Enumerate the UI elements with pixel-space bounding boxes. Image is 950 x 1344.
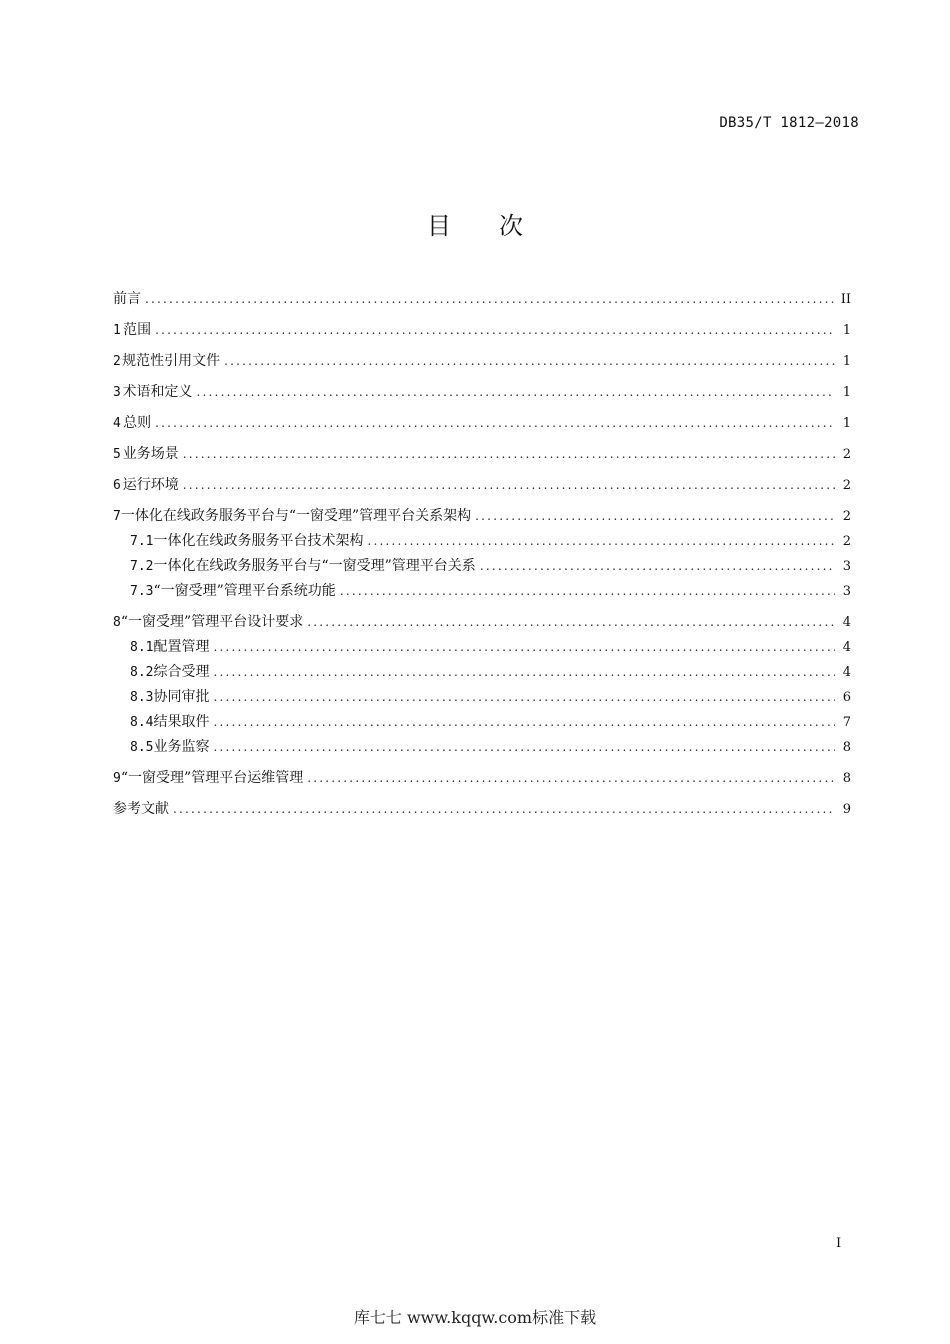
toc-entry-number: 8.2 [130, 665, 154, 680]
toc-entry-number: 7.1 [130, 534, 154, 549]
toc-entry-label: 协同审批 [153, 689, 210, 705]
toc-entry-label: 范围 [123, 322, 152, 338]
toc-entry-number: 6 [113, 478, 121, 493]
watermark-text: 库七七 www.kqqw.com标准下载 [353, 1308, 597, 1327]
toc-entry[interactable] [113, 411, 851, 435]
toc-entry-number: 2 [113, 354, 121, 369]
toc-leader-dots [213, 660, 835, 684]
toc-entry-number: 8.4 [130, 715, 154, 730]
toc-entry-page: 3 [842, 559, 851, 574]
toc-entry-label: “一窗受理”管理平台系统功能 [153, 583, 336, 599]
document-code: DB35/T 1812—2018 [719, 115, 859, 131]
toc-entry-page: 1 [842, 354, 851, 369]
toc-leader-dots [213, 685, 835, 709]
toc-entry-label: 业务监察 [153, 739, 210, 755]
toc-entry[interactable] [113, 318, 851, 342]
toc-entry[interactable] [113, 287, 851, 311]
toc-entry-label: 总则 [123, 415, 152, 431]
toc-entry-label: 规范性引用文件 [122, 353, 221, 369]
toc-entry[interactable] [113, 685, 851, 709]
toc-entry-page: 4 [842, 615, 851, 630]
toc-entry-page: 7 [842, 715, 851, 730]
toc-leader-dots [183, 442, 835, 466]
toc-entry-label: 一体化在线政务服务平台与“一窗受理”管理平台关系 [153, 558, 476, 574]
toc-entry[interactable] [113, 473, 851, 497]
toc-leader-dots [213, 635, 835, 659]
toc-entry[interactable] [113, 504, 851, 528]
toc-leader-dots [307, 610, 835, 634]
toc-leader-dots [197, 380, 835, 404]
toc-entry-number: 1 [113, 323, 121, 338]
toc-entry-number: 5 [113, 447, 121, 462]
toc-entry-page: 8 [842, 771, 851, 786]
toc-entry-label: “一窗受理”管理平台运维管理 [120, 770, 304, 786]
toc-entry-number: 8.5 [130, 740, 154, 755]
toc-entry[interactable] [113, 579, 851, 603]
toc-leader-dots [224, 349, 835, 373]
toc-entry-page: 2 [842, 478, 851, 493]
toc-entry[interactable] [113, 349, 851, 373]
toc-entry[interactable] [113, 660, 851, 684]
toc-entry-number: 8.1 [130, 640, 154, 655]
table-of-contents [113, 287, 851, 821]
toc-entry-page: II [840, 292, 851, 307]
toc-entry-page: 1 [842, 385, 851, 400]
toc-entry-page: 9 [842, 802, 851, 817]
toc-entry-page: 2 [842, 447, 851, 462]
toc-entry-page: 2 [842, 509, 851, 524]
toc-leader-dots [480, 554, 835, 578]
toc-leader-dots [307, 766, 835, 790]
page-title: 目次 [427, 212, 571, 240]
toc-entry-label: 一体化在线政务服务平台技术架构 [153, 533, 364, 549]
toc-entry[interactable] [113, 797, 851, 821]
toc-leader-dots [213, 735, 835, 759]
toc-entry-label: 综合受理 [153, 664, 210, 680]
toc-leader-dots [213, 710, 835, 734]
toc-leader-dots [367, 529, 835, 553]
toc-entry-label: 业务场景 [122, 446, 179, 462]
toc-entry-number: 9 [113, 771, 121, 786]
toc-entry[interactable] [113, 766, 851, 790]
toc-entry-label: 配置管理 [153, 639, 210, 655]
toc-leader-dots [183, 473, 835, 497]
toc-leader-dots [173, 797, 835, 821]
toc-entry-number: 3 [113, 385, 121, 400]
toc-entry-label: 前言 [113, 291, 141, 307]
toc-entry-number: 8.3 [130, 690, 154, 705]
toc-entry-page: 8 [842, 740, 851, 755]
toc-entry-page: 3 [842, 584, 851, 599]
toc-entry-number: 7.2 [130, 559, 154, 574]
toc-entry[interactable] [113, 735, 851, 759]
toc-entry[interactable] [113, 710, 851, 734]
toc-entry-label: 结果取件 [153, 714, 210, 730]
toc-entry-label: 一体化在线政务服务平台与“一窗受理”管理平台关系架构 [120, 508, 472, 524]
toc-entry[interactable] [113, 610, 851, 634]
toc-entry-page: 2 [842, 534, 851, 549]
toc-entry-label: 运行环境 [122, 477, 179, 493]
toc-leader-dots [145, 287, 835, 311]
toc-entry-number: 7 [113, 509, 121, 524]
toc-entry-page: 1 [842, 323, 851, 338]
toc-leader-dots [155, 318, 835, 342]
toc-entry-page: 4 [842, 640, 851, 655]
toc-leader-dots [155, 411, 835, 435]
toc-entry[interactable] [113, 442, 851, 466]
toc-entry-label: “一窗受理”管理平台设计要求 [120, 614, 304, 630]
toc-entry-label: 术语和定义 [122, 384, 193, 400]
toc-entry[interactable] [113, 554, 851, 578]
toc-entry[interactable] [113, 380, 851, 404]
toc-leader-dots [475, 504, 835, 528]
toc-entry-label: 参考文献 [113, 801, 169, 817]
toc-entry-number: 7.3 [130, 584, 154, 599]
toc-entry[interactable] [113, 529, 851, 553]
toc-leader-dots [340, 579, 835, 603]
toc-entry-page: 4 [842, 665, 851, 680]
toc-entry-number: 8 [113, 615, 121, 630]
page-number: I [836, 1236, 842, 1251]
toc-entry-page: 6 [842, 690, 851, 705]
toc-entry-page: 1 [842, 416, 851, 431]
toc-entry[interactable] [113, 635, 851, 659]
toc-entry-number: 4 [113, 416, 121, 431]
